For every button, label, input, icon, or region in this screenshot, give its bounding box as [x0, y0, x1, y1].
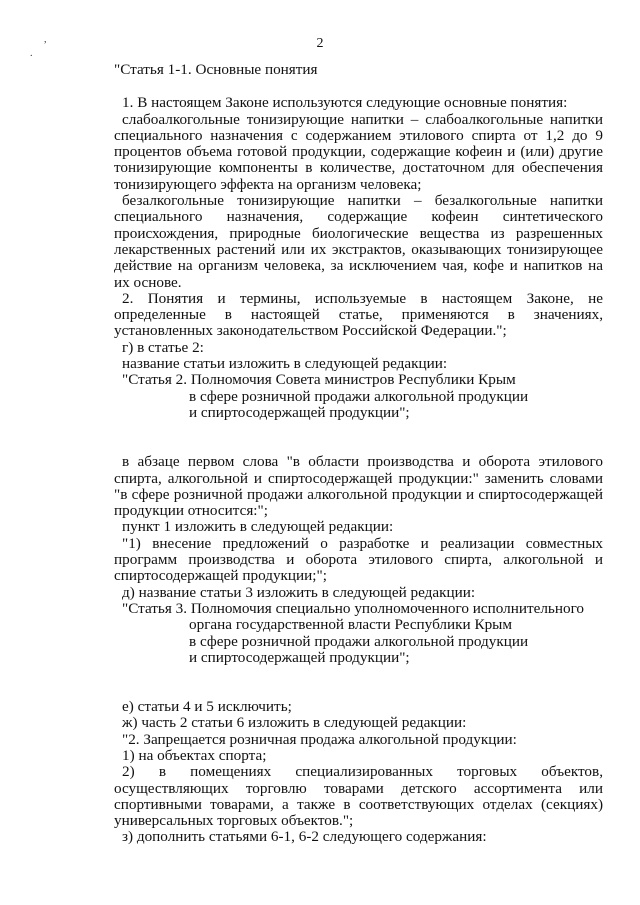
paragraph: и спиртосодержащей продукции"; [189, 648, 410, 666]
paragraph: органа государственной власти Республики Крым [189, 616, 512, 634]
paragraph: в сфере розничной продажи алкогольной продукции [189, 387, 529, 405]
paragraph: ж) часть 2 статьи 6 изложить в следующей редакции: [122, 714, 467, 732]
scan-mark-dot: , [44, 34, 47, 45]
paragraph: 2. Понятия и термины, используемые в настоящем Законе, не определенные в настоящей статье, применяются в значениях, установленных законодательством Российской Федерации."; [114, 289, 603, 340]
document-body [114, 62, 603, 846]
paragraph: г) в статье 2: [122, 338, 204, 356]
paragraph: 1. В настоящем Законе используются следующие основные понятия: [122, 94, 568, 112]
paragraph: безалкогольные тонизирующие напитки – безалкогольные напитки специального назначения, содержащие кофеин синтетического происхождения, природные биологические вещества из разрешенных лекарственных растений или их экстрактов, оказывающих тонизирующее действие на организм человека, за исключением чая, кофе и напитков на их основе. [114, 192, 603, 291]
paragraph: "Статья 3. Полномочия специально уполномоченного исполнительного [122, 599, 585, 617]
paragraph: 1) на объектах спорта; [122, 746, 267, 764]
paragraph: "Статья 2. Полномочия Совета министров Республики Крым [122, 371, 516, 389]
paragraph: название статьи изложить в следующей редакции: [122, 355, 448, 373]
paragraph: "1) внесение предложений о разработке и реализации совместных программ производства и оборота этилового спирта, алкогольной и спиртосодержащей продукции;"; [114, 534, 603, 585]
paragraph: слабоалкогольные тонизирующие напитки – слабоалкогольные напитки специального назначения с содержанием этилового спирта от 1,2 до 9 процентов объема готовой продукции, содержащие кофеин и (или) другие тонизирующие компоненты в количестве, достаточном для обеспечения тонизирующего эффекта на организм человека; [114, 110, 603, 193]
paragraph: "2. Запрещается розничная продажа алкогольной продукции: [122, 730, 517, 748]
article-title: "Статья 1-1. Основные понятия [114, 61, 318, 78]
paragraph: и спиртосодержащей продукции"; [189, 403, 410, 421]
paragraph: з) дополнить статьями 6-1, 6-2 следующего содержания: [122, 828, 487, 846]
paragraph: д) название статьи 3 изложить в следующей редакции: [122, 583, 476, 601]
paragraph: е) статьи 4 и 5 исключить; [122, 698, 292, 716]
paragraph: пункт 1 изложить в следующей редакции: [122, 518, 394, 536]
paragraph: 2) в помещениях специализированных торговых объектов, осуществляющих торговлю товарами детского ассортимента или спортивными товарами, а также в соответствующих отделах (секциях) универсальных торговых объектов."; [114, 763, 603, 830]
page-number: 2 [316, 36, 324, 51]
paragraph: в сфере розничной продажи алкогольной продукции [189, 632, 529, 650]
paragraph: в абзаце первом слова "в области производства и оборота этилового спирта, алкогольной и спиртосодержащей продукции:" заменить словами "в сфере розничной продажи алкогольной продукции и спиртосодержащей продукции относится:"; [114, 453, 603, 520]
scan-mark-dot: . [30, 48, 33, 59]
